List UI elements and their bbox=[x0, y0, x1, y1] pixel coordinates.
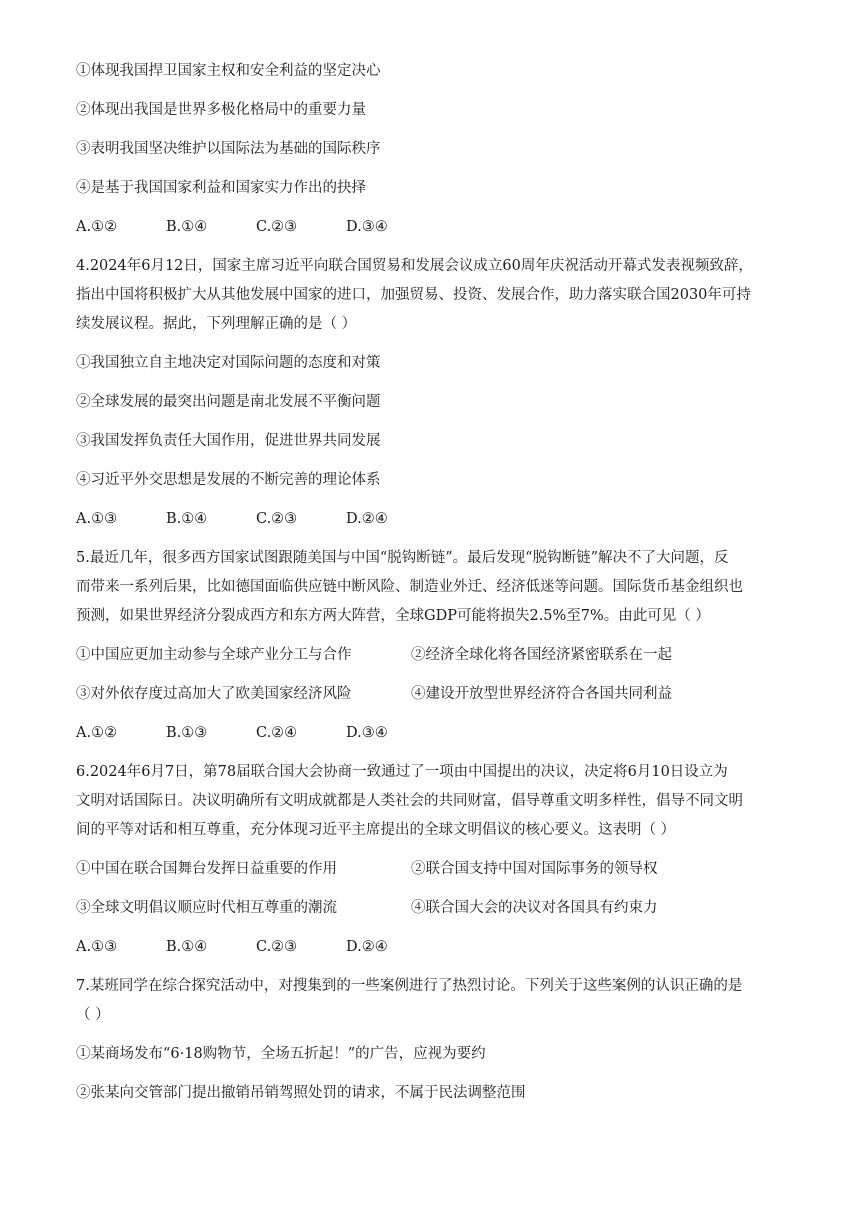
q4-statement-3: ③我国发挥负责任大国作用，促进世界共同发展 bbox=[76, 433, 381, 449]
q4-statement-4: ④习近平外交思想是发展的不断完善的理论体系 bbox=[76, 472, 381, 488]
q5-options bbox=[76, 724, 788, 743]
q3-options bbox=[76, 218, 788, 237]
q6-option-d: D.②④ bbox=[346, 939, 388, 955]
q3-option-a: A.①② bbox=[76, 219, 118, 235]
q3-statement-3: ③表明我国坚决维护以国际法为基础的国际秩序 bbox=[76, 141, 381, 157]
q5-option-c: C.②④ bbox=[256, 725, 298, 741]
q4-stem-line-1: 4.2024年6月12日，国家主席习近平向联合国贸易和发展会议成立60周年庆祝活动开幕式发表视频致辞， bbox=[76, 258, 753, 274]
q5-statement-4: ④建设开放型世界经济符合各国共同利益 bbox=[411, 686, 672, 702]
q6-stem bbox=[76, 763, 788, 840]
q5-statement-3: ③对外依存度过高加大了欧美国家经济风险 bbox=[76, 686, 352, 702]
q6-stem-line-1: 6.2024年6月7日，第78届联合国大会协商一致通过了一项由中国提出的决议，决定将6月10日设立为 bbox=[76, 764, 728, 780]
q5-statement-1: ①中国应更加主动参与全球产业分工与合作 bbox=[76, 647, 352, 663]
q5-statement-row-2 bbox=[76, 685, 788, 704]
q5-option-b: B.①③ bbox=[166, 725, 208, 741]
q4-stem bbox=[76, 257, 788, 334]
q7-stem bbox=[76, 977, 788, 1025]
q7-statement-1: ①某商场发布“6·18购物节，全场五折起！”的广告，应视为要约 bbox=[76, 1046, 486, 1062]
q5-option-a: A.①② bbox=[76, 725, 118, 741]
q4-stem-line-2: 指出中国将积极扩大从其他发展中国家的进口，加强贸易、投资、发展合作，助力落实联合国2030年可持 bbox=[76, 287, 751, 303]
q3-statement-1: ①体现我国捍卫国家主权和安全利益的坚定决心 bbox=[76, 63, 381, 79]
q4-stem-line-3: 续发展议程。据此，下列理解正确的是（ ） bbox=[76, 316, 357, 332]
q3-statement-4: ④是基于我国国家利益和国家实力作出的抉择 bbox=[76, 180, 366, 196]
q6-option-b: B.①④ bbox=[166, 939, 208, 955]
q6-stem-line-2: 文明对话国际日。决议明确所有文明成就都是人类社会的共同财富，倡导尊重文明多样性，倡导不同文明 bbox=[76, 793, 743, 809]
q4-option-b: B.①④ bbox=[166, 511, 208, 527]
q6-statement-row-1 bbox=[76, 860, 788, 879]
q5-stem-line-1: 5.最近几年，很多西方国家试图跟随美国与中国“脱钩断链”。最后发现“脱钩断链”解决不了大问题，反 bbox=[76, 550, 729, 566]
q4-statement-2: ②全球发展的最突出问题是南北发展不平衡问题 bbox=[76, 394, 381, 410]
q7-stem-line-2: （ ） bbox=[76, 1007, 110, 1023]
q3-option-b: B.①④ bbox=[166, 219, 208, 235]
q5-statement-2: ②经济全球化将各国经济紧密联系在一起 bbox=[411, 647, 672, 663]
q4-option-c: C.②③ bbox=[256, 511, 298, 527]
q6-statement-3: ③全球文明倡议顺应时代相互尊重的潮流 bbox=[76, 900, 337, 916]
q6-statement-1: ①中国在联合国舞台发挥日益重要的作用 bbox=[76, 861, 337, 877]
q6-option-c: C.②③ bbox=[256, 939, 298, 955]
q6-stem-line-3: 间的平等对话和相互尊重，充分体现习近平主席提出的全球文明倡议的核心要义。这表明（ ） bbox=[76, 822, 676, 838]
q3-option-c: C.②③ bbox=[256, 219, 298, 235]
q5-statement-row-1 bbox=[76, 646, 788, 665]
q4-option-a: A.①③ bbox=[76, 511, 118, 527]
q3-option-d: D.③④ bbox=[346, 219, 388, 235]
q5-stem-line-3: 预测，如果世界经济分裂成西方和东方两大阵营，全球GDP可能将损失2.5%至7%。由此可见（ ） bbox=[76, 608, 710, 624]
q6-statement-2: ②联合国支持中国对国际事务的领导权 bbox=[411, 861, 658, 877]
q4-statement-1: ①我国独立自主地决定对国际问题的态度和对策 bbox=[76, 355, 381, 371]
q5-option-d: D.③④ bbox=[346, 725, 388, 741]
q6-statement-row-2 bbox=[76, 899, 788, 918]
q4-options bbox=[76, 510, 788, 529]
q6-statement-4: ④联合国大会的决议对各国具有约束力 bbox=[411, 900, 658, 916]
q6-option-a: A.①③ bbox=[76, 939, 118, 955]
q5-stem bbox=[76, 549, 788, 626]
q4-option-d: D.②④ bbox=[346, 511, 388, 527]
q7-stem-line-1: 7.某班同学在综合探究活动中，对搜集到的一些案例进行了热烈讨论。下列关于这些案例的认识正确的是 bbox=[76, 978, 743, 994]
q3-statement-2: ②体现出我国是世界多极化格局中的重要力量 bbox=[76, 102, 366, 118]
q5-stem-line-2: 而带来一系列后果，比如德国面临供应链中断风险、制造业外迁、经济低迷等问题。国际货币基金组织也 bbox=[76, 579, 743, 595]
q7-statement-2: ②张某向交管部门提出撤销吊销驾照处罚的请求，不属于民法调整范围 bbox=[76, 1085, 526, 1101]
exam-page bbox=[76, 62, 788, 1123]
q6-options bbox=[76, 938, 788, 957]
